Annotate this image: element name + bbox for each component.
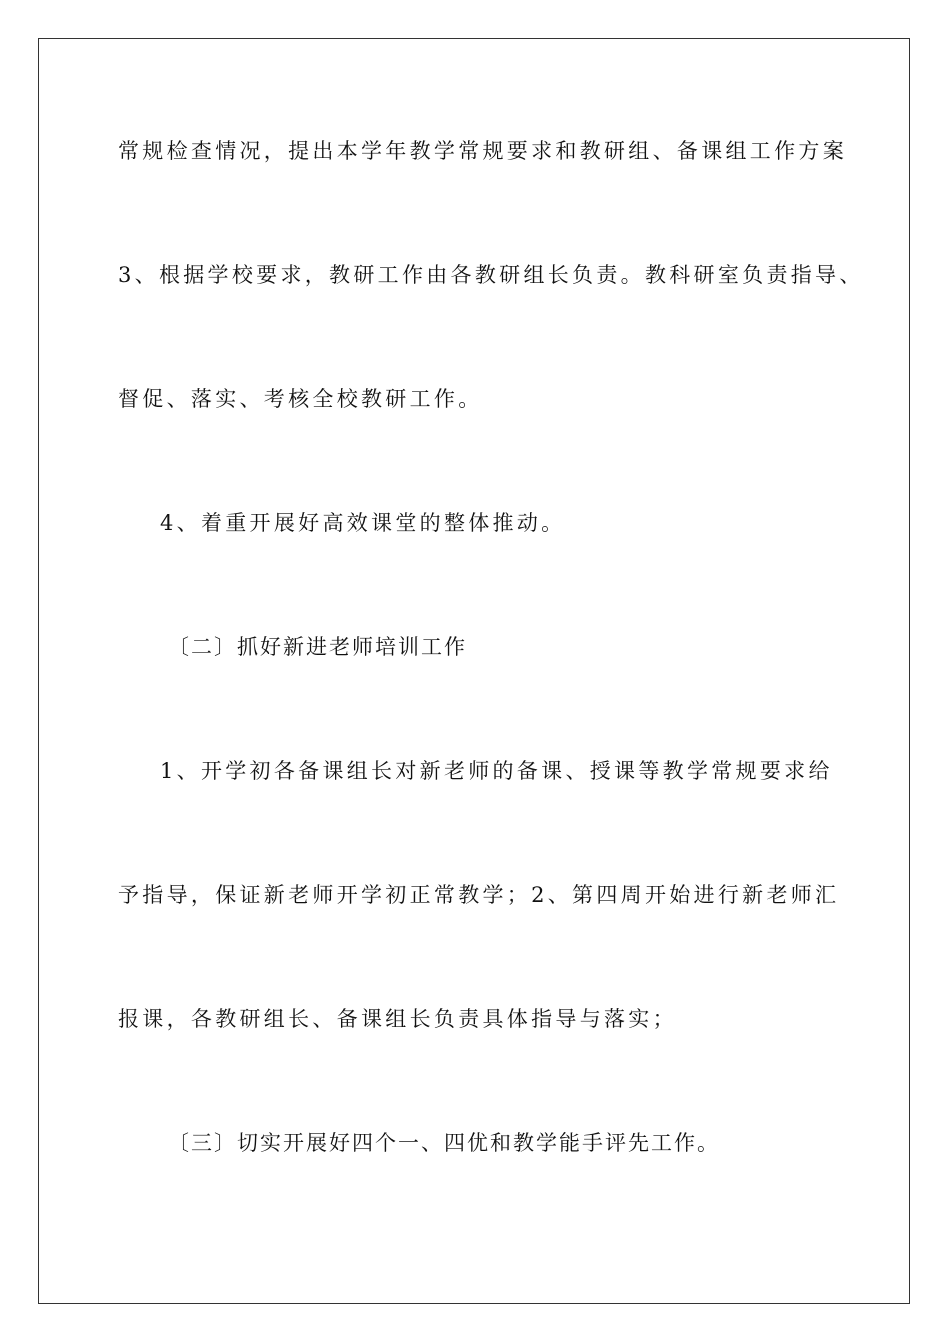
- text-line: 3、根据学校要求，教研工作由各教研组长负责。教科研室负责指导、: [118, 263, 864, 287]
- text-line: 1、开学初各备课组长对新老师的备课、授课等教学常规要求给: [160, 759, 833, 783]
- section-heading: 〔三〕切实开展好四个一、四优和教学能手评先工作。: [168, 1131, 720, 1155]
- page-border: [38, 38, 910, 1304]
- text-line: 报课，各教研组长、备课组长负责具体指导与落实；: [118, 1007, 677, 1031]
- text-line: 4、着重开展好高效课堂的整体推动。: [160, 511, 566, 535]
- section-heading: 〔二〕抓好新进老师培训工作: [168, 635, 467, 659]
- text-line: 督促、落实、考核全校教研工作。: [118, 387, 483, 411]
- text-line: 常规检查情况，提出本学年教学常规要求和教研组、备课组工作方案: [118, 139, 847, 163]
- text-line: 予指导，保证新老师开学初正常教学；2、第四周开始进行新老师汇: [118, 883, 840, 907]
